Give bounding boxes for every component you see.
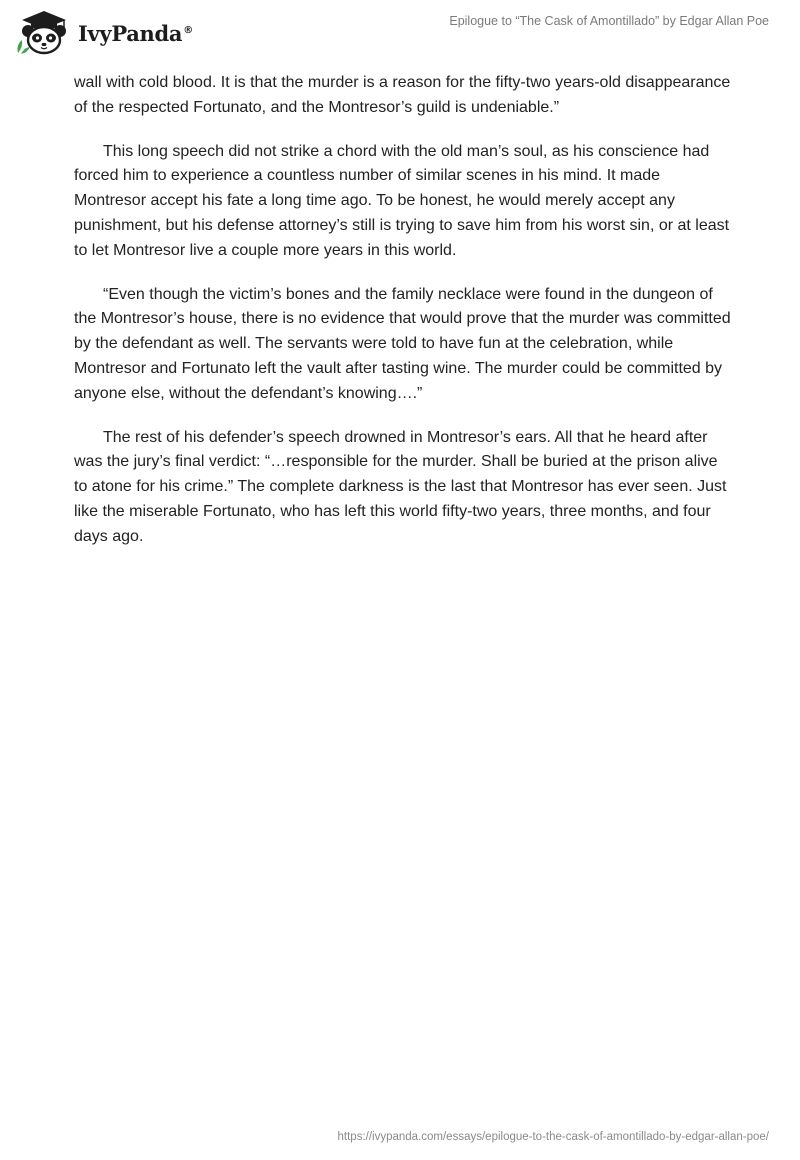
document-title: Epilogue to “The Cask of Amontillado” by Edgar Allan Poe [449, 14, 769, 28]
essay-body [74, 71, 734, 569]
registered-mark: ® [183, 24, 193, 36]
paragraph: This long speech did not strike a chord with the old man’s soul, as his conscience had forced him to experience a countless number of similar scenes in his mind. It made Montresor accept his fate a long time ago. To be honest, he would merely accept any punishment, but his defense attorney’s still is trying to save him from his worst sin, or at least to let Montresor live a couple more years in this world. [74, 142, 730, 259]
paragraph: The rest of his defender’s speech drowned in Montresor’s ears. All that he heard after was the jury’s final verdict: “…responsible for the murder. Shall be buried at the prison alive to atone for his crime.” The complete darkness is the last that Montresor has ever seen. Just like the miserable Fortunato, who has left this world fifty-two years, three months, and four days ago. [74, 428, 727, 545]
ivypanda-logo[interactable] [14, 8, 193, 56]
panda-graduation-cap-icon [14, 9, 74, 55]
source-url-link[interactable]: https://ivypanda.com/essays/epilogue-to-the-cask-of-amontillado-by-edgar-allan-poe/ [337, 1131, 769, 1143]
brand-name: IvyPanda® [78, 20, 193, 46]
paragraph: wall with cold blood. It is that the murder is a reason for the fifty-two years-old disappearance of the respected Fortunato, and the Montresor’s guild is undeniable.” [74, 74, 731, 116]
page-header [0, 0, 800, 66]
paragraph: “Even though the victim’s bones and the family necklace were found in the dungeon of the Montresor’s house, there is no evidence that would prove that the murder was committed by the defendant as well. The servants were told to have fun at the celebration, while Montresor and Fortunato left the vault after tasting wine. The murder could be committed by anyone else, without the defendant’s knowing….” [74, 285, 731, 402]
